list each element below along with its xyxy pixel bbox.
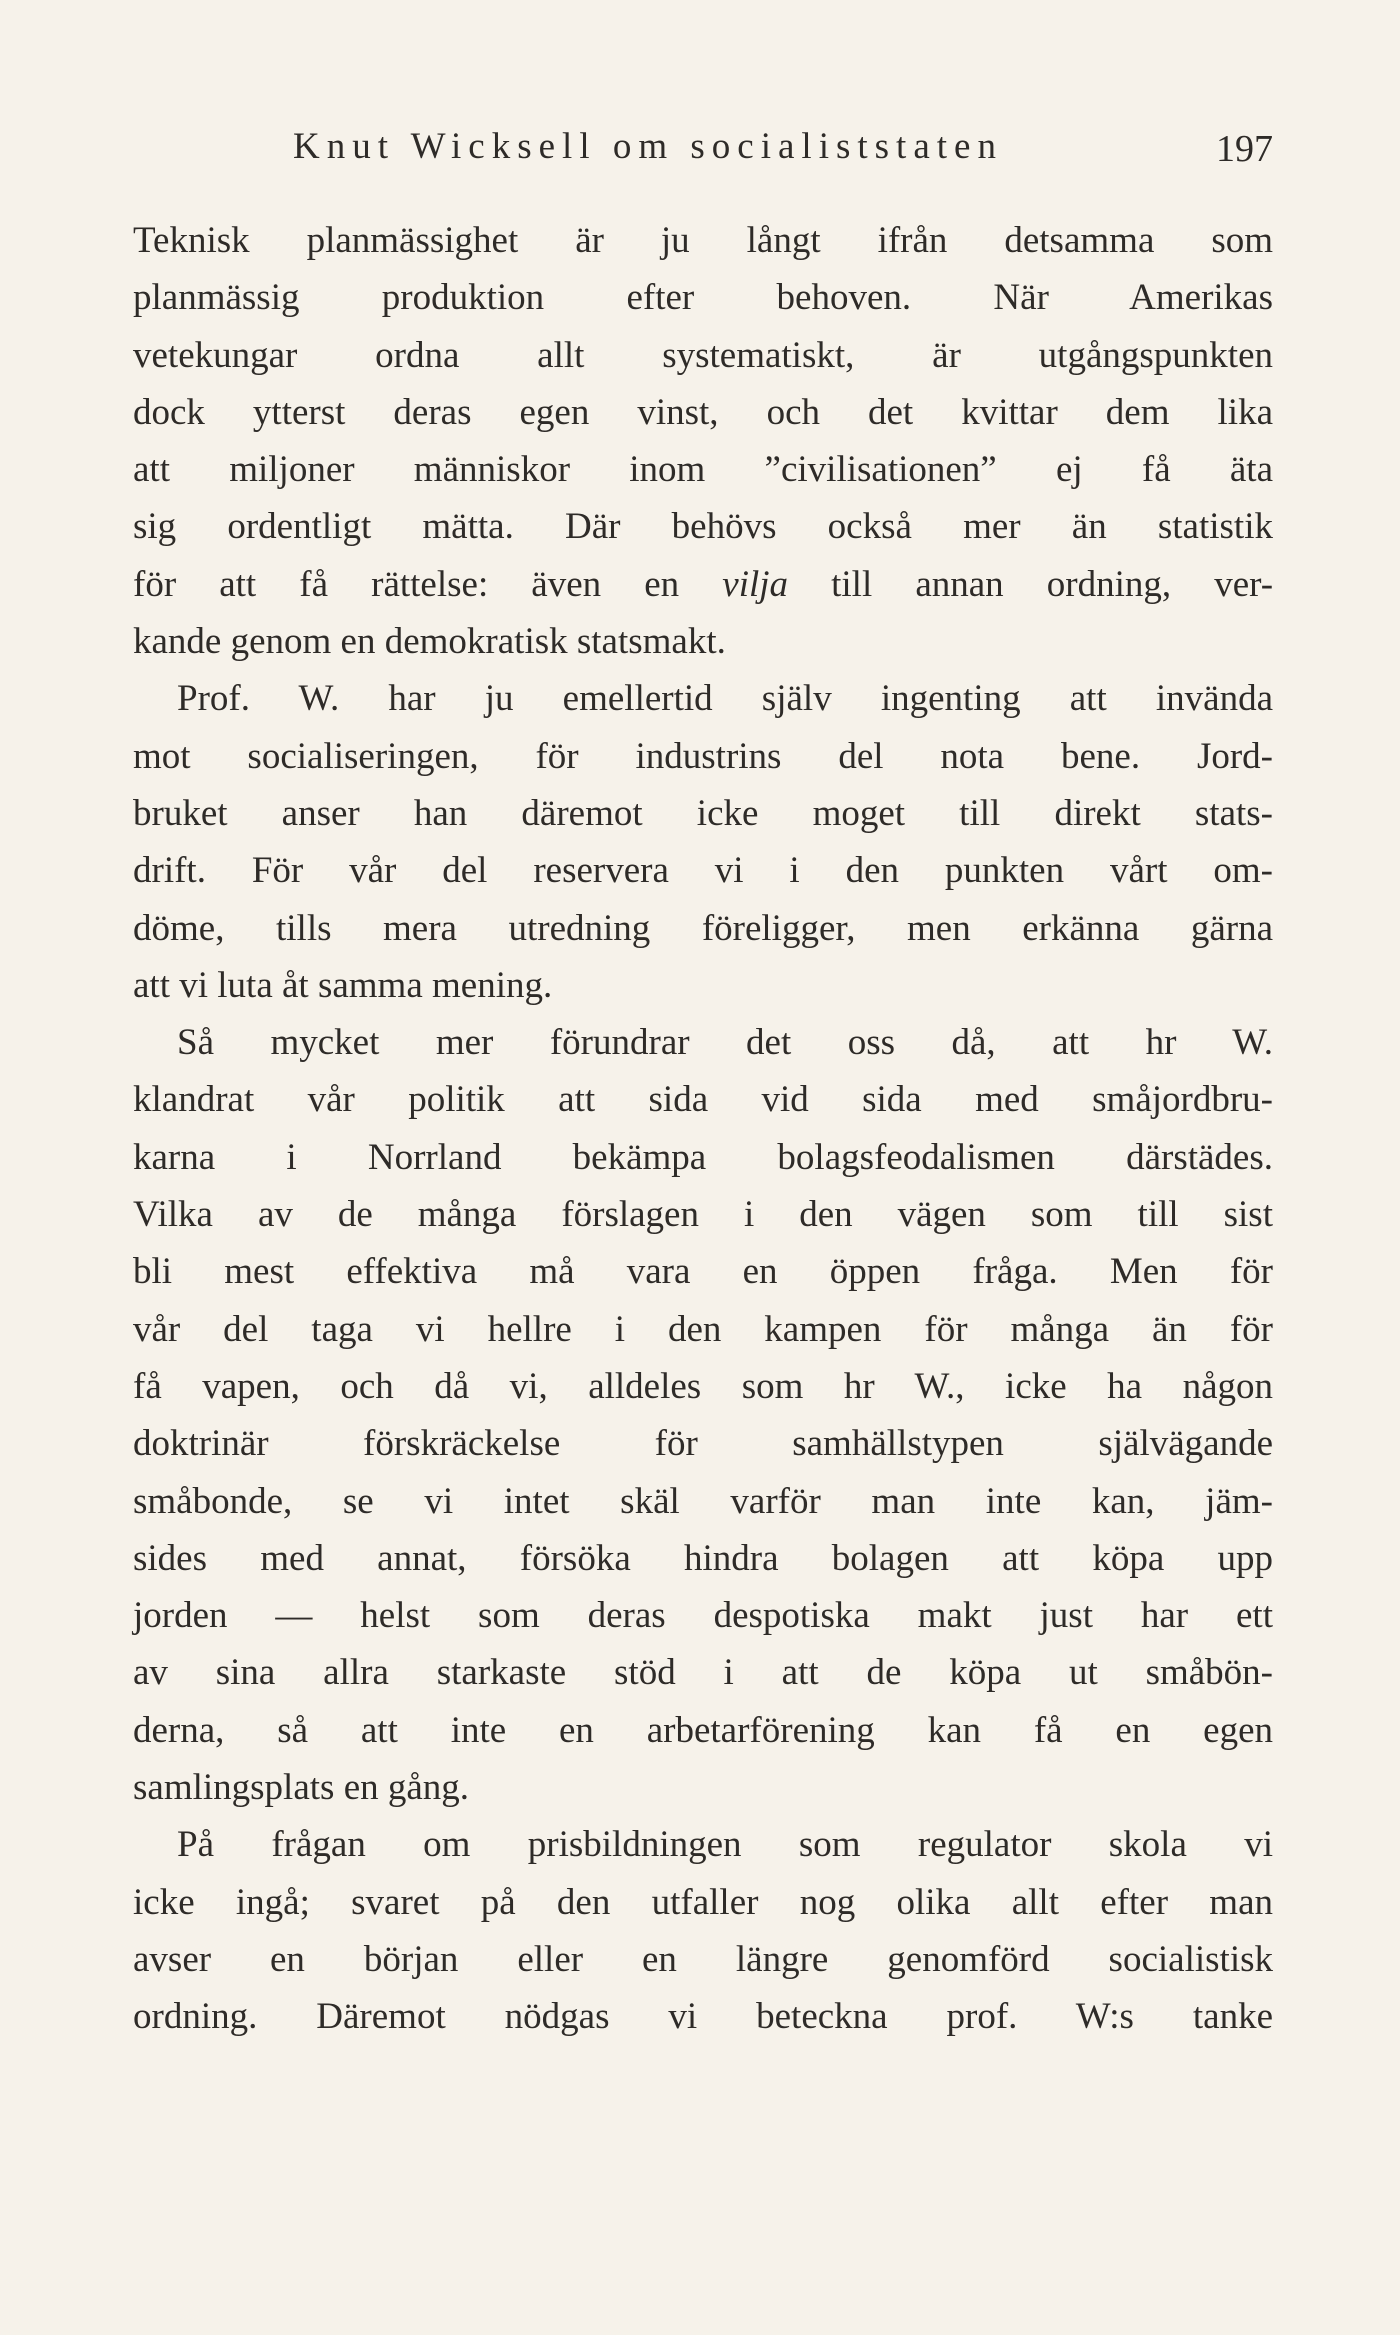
text-segment: för att få rättelse: även en xyxy=(133,563,680,605)
text-line: att vi luta åt samma mening. xyxy=(133,964,553,1006)
text-line: att miljoner människor inom ”civilisationen” ej få äta xyxy=(133,449,1273,491)
text-line: Prof. W. har ju emellertid själv ingenting att invända xyxy=(177,678,1273,720)
text-line: drift. För vår del reservera vi i den punkten vårt om- xyxy=(133,850,1273,892)
body-text xyxy=(133,212,1273,2046)
text-line: av sina allra starkaste stöd i att de köpa ut småbön- xyxy=(133,1652,1273,1694)
text-line: doktrinär förskräckelse för samhällstypen självägande xyxy=(133,1423,1273,1465)
text-line: icke ingå; svaret på den utfaller nog olika allt efter man xyxy=(133,1881,1273,1923)
text-line: derna, så att inte en arbetarförening kan få en egen xyxy=(133,1709,1273,1751)
text-line: vår del taga vi hellre i den kampen för många än för xyxy=(133,1308,1273,1350)
text-segment: till annan ordning, ver- xyxy=(831,563,1274,605)
text-line: bruket anser han däremot icke moget till direkt stats- xyxy=(133,792,1273,834)
text-line: mot socialiseringen, för industrins del nota bene. Jord- xyxy=(133,735,1273,777)
text-line: få vapen, och då vi, alldeles som hr W., icke ha någon xyxy=(133,1365,1273,1407)
running-head: Knut Wicksell om socialiststaten xyxy=(293,126,1003,167)
text-line: Teknisk planmässighet är ju långt ifrån detsamma som xyxy=(133,220,1273,261)
text-line: Så mycket mer förundrar det oss då, att hr W. xyxy=(177,1022,1273,1064)
text-line: vetekungar ordna allt systematiskt, är utgångspunkten xyxy=(133,334,1273,376)
text-line: klandrat vår politik att sida vid sida med småjordbru- xyxy=(133,1079,1273,1121)
text-line: Vilka av de många förslagen i den vägen som till sist xyxy=(133,1194,1273,1236)
text-line-with-emphasis xyxy=(133,556,1273,613)
text-line: kande genom en demokratisk statsmakt. xyxy=(133,621,726,663)
text-line: bli mest effektiva må vara en öppen fråga. Men för xyxy=(133,1251,1273,1293)
page-number: 197 xyxy=(1216,128,1273,170)
page-header xyxy=(133,125,1273,185)
text-line: jorden — helst som deras despotiska makt just har ett xyxy=(133,1595,1273,1637)
text-line: planmässig produktion efter behoven. När Amerikas xyxy=(133,277,1273,319)
text-line: småbonde, se vi intet skäl varför man inte kan, jäm- xyxy=(133,1480,1273,1522)
text-line: sides med annat, försöka hindra bolagen att köpa upp xyxy=(133,1537,1273,1579)
text-line: samlingsplats en gång. xyxy=(133,1767,470,1809)
text-line: På frågan om prisbildningen som regulator skola vi xyxy=(177,1824,1273,1866)
emphasized-word: vilja xyxy=(722,563,789,605)
text-line: avser en början eller en längre genomförd socialistisk xyxy=(133,1938,1273,1980)
text-line: dock ytterst deras egen vinst, och det kvittar dem lika xyxy=(133,391,1273,433)
text-line: ordning. Däremot nödgas vi beteckna prof. W:s tanke xyxy=(133,1996,1273,2038)
text-line: sig ordentligt mätta. Där behövs också mer än statistik xyxy=(133,506,1273,548)
text-line: karna i Norrland bekämpa bolagsfeodalismen därstädes. xyxy=(133,1136,1273,1178)
text-line: döme, tills mera utredning föreligger, men erkänna gärna xyxy=(133,907,1273,949)
